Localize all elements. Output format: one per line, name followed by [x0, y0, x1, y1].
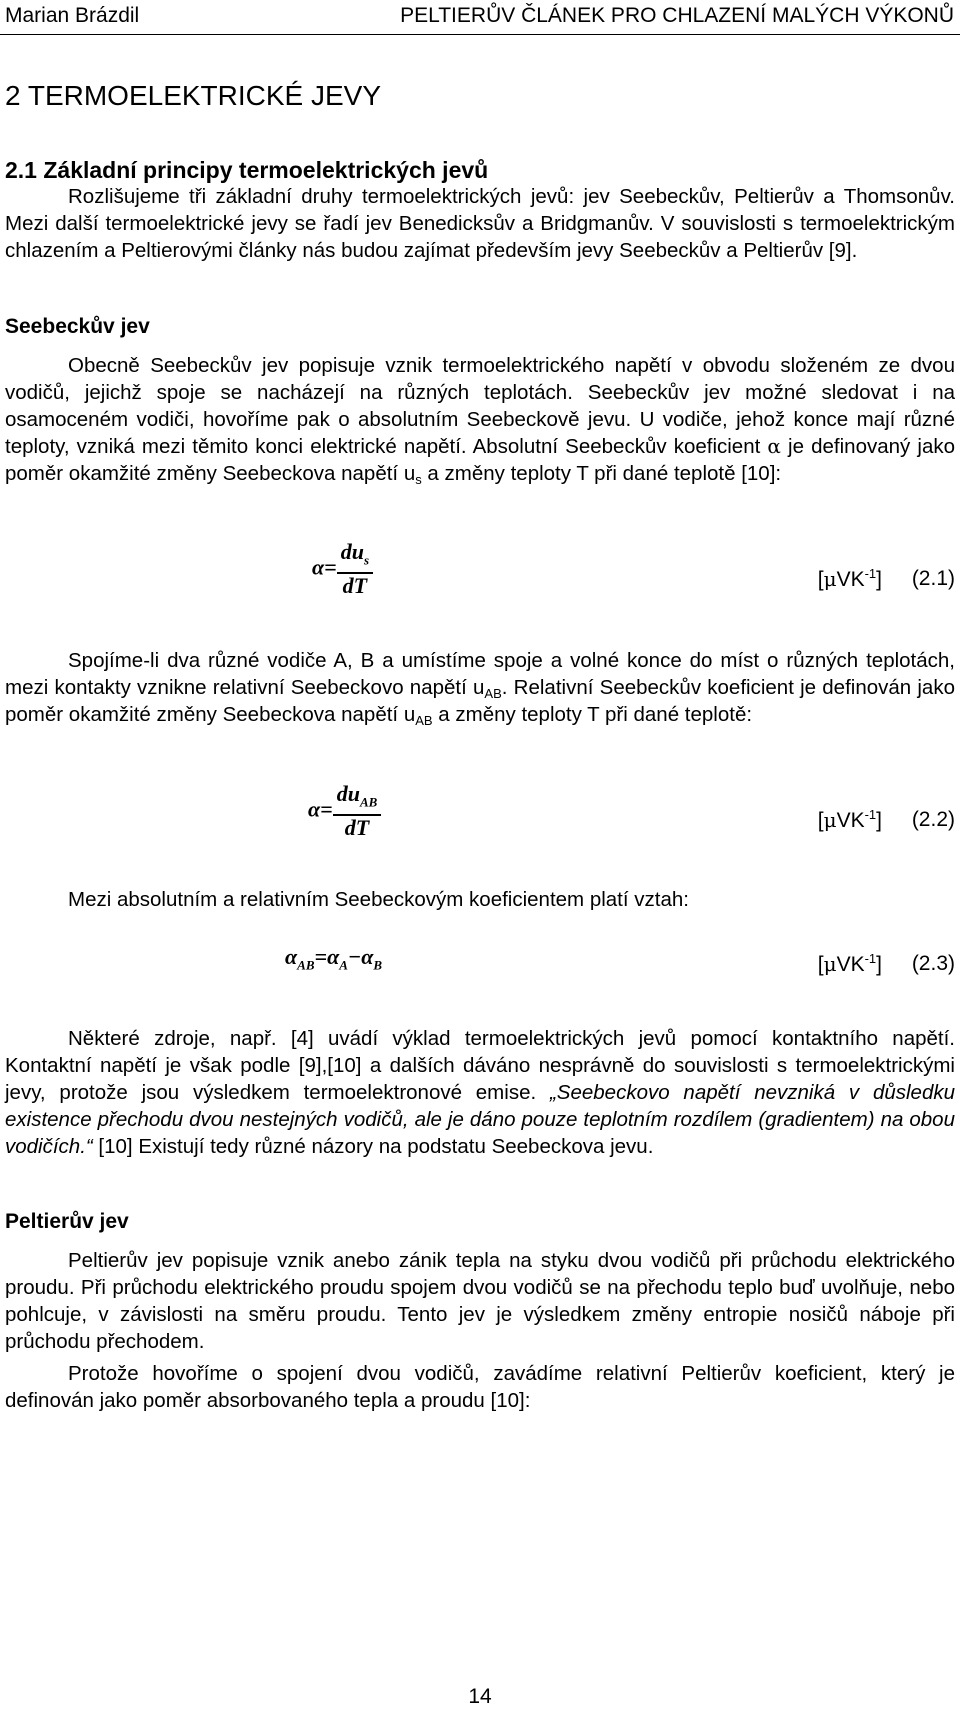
seebeck-p1-text-a: Obecně Seebeckův jev popisuje vznik termoelektrického napětí v obvodu složeném ze dvou vodičů, jejichž spoje se nacházejí na různých teplotách. Seebeckův jev možné sledovat i na osamoceném vodiči, hovoříme pak o absolutním Seebeckově jevu. U vodiče, jehož konce mají různé teploty, vzniká mezi těmito konci elektrické napětí. Absolutní Seebeckův koeficient [5, 354, 955, 458]
header-title: PELTIERŮV ČLÁNEK PRO CHLAZENÍ MALÝCH VÝKONŮ [400, 4, 954, 27]
seebeck-heading: Seebeckův jev [5, 315, 150, 338]
intro-text: Rozlišujeme tři základní druhy termoelektrických jevů: jev Seebeckův, Peltierův a Thomsonův. Mezi další termoelektrické jevy se řadí jev Benedicksův a Bridgmanův. V souvislosti s termoelektrickým chlazením a Peltierovými články nás budou zajímat především jevy Seebeckův a Peltierův [9]. [5, 185, 955, 262]
seebeck-paragraph-2 [5, 647, 955, 728]
formula-2-1 [312, 540, 373, 598]
section-title: 2.1 Základní principy termoelektrických jevů [5, 157, 489, 183]
fraction [337, 540, 373, 598]
intro-paragraph [5, 183, 955, 264]
numerator-subscript: AB [359, 794, 378, 810]
equation-2-2 [0, 782, 960, 842]
equation-number-2-2: (2.2) [911, 808, 955, 831]
numerator-subscript: s [363, 552, 370, 568]
seebeck-p1-text-b: je definovaný jako poměr okamžité změny Seebeckova napětí u [5, 435, 955, 485]
equation-2-1 [0, 540, 960, 600]
peltier-text-2: Protože hovoříme o spojení dvou vodičů, zavádíme relativní Peltierův koeficient, který je definován jako poměr absorbovaného tepla a proudu [10]: [5, 1362, 955, 1412]
equation-number-2-3: (2.3) [911, 952, 955, 975]
denominator: dT [342, 573, 368, 599]
seebeck-paragraph-1 [5, 352, 955, 487]
contact-text-b: [10] Existují tedy různé názory na podstatu Seebeckova jevu. [92, 1135, 654, 1158]
formula-2-3: $\alpha_{AB}=\alpha_A-\alpha_B$ [285, 944, 383, 973]
contact-voltage-paragraph [5, 1025, 955, 1160]
numerator: du [340, 539, 364, 564]
seebeck-p2-text-a: Spojíme-li dva různé vodiče A, B a umístíme spoje a volné konce do míst o různých teplotách, mezi kontakty vznikne relativní Seebeckovo napětí u [5, 649, 955, 699]
seebeck-p2-text-c: a změny teploty T při dané teplotě: [432, 703, 753, 726]
page-number: 14 [468, 1685, 492, 1708]
seebeck-p2-text-b: . Relativní Seebeckův koeficient je definován jako poměr okamžité změny Seebeckova napětí u [5, 676, 955, 726]
alpha-symbol: α [767, 434, 781, 458]
fraction [333, 782, 382, 840]
mu-symbol: μ [823, 952, 837, 976]
subscript-ab-2: AB [415, 713, 433, 728]
equation-2-3 [0, 942, 960, 982]
peltier-paragraph-2 [5, 1360, 955, 1414]
header-author: Marian Brázdil [5, 4, 140, 27]
formula-2-2: α= $\frac{du_{AB}}{dT}$ [308, 782, 381, 840]
contact-text-a: Některé zdroje, např. [4] uvádí výklad termoelektrických jevů pomocí kontaktního napětí. Kontaktní napětí je však podle [9],[10] a dalších dáváno nesprávně do souvislosti s termoelektrickými jevy, protože jsou výsledkem termoelektronové emise. [5, 1027, 955, 1104]
mu-symbol: μ [823, 567, 837, 591]
subscript-ab-1: AB [484, 686, 502, 701]
relation-paragraph [5, 886, 955, 913]
numerator: du [336, 781, 360, 806]
unit-2-2: [μVK$^{-1}$] [817, 807, 882, 832]
quotation: „Seebeckovo napětí nevzniká v důsledku existence přechodu dvou nestejných vodičů, ale je dáno pouze teplotním rozdílem (gradientem) na obou vodičích.“ [5, 1081, 956, 1158]
relation-text: Mezi absolutním a relativním Seebeckovým koeficientem platí vztah: [68, 888, 689, 911]
subscript-s: s [415, 472, 422, 487]
formula-lhs: α= [312, 554, 337, 580]
chapter-title: 2 TERMOELEKTRICKÉ JEVY [5, 80, 382, 111]
unit-2-1: [μVK$^{-1}$] [817, 566, 882, 591]
peltier-paragraph-1 [5, 1247, 955, 1355]
running-header [0, 0, 960, 35]
denominator: dT [344, 815, 370, 841]
mu-symbol: μ [823, 808, 837, 832]
seebeck-p1-text-c: a změny teploty T při dané teplotě [10]: [421, 462, 782, 485]
peltier-heading: Peltierův jev [5, 1210, 129, 1233]
equation-number-2-1: (2.1) [911, 567, 955, 590]
unit-2-3: [μVK$^{-1}$] [817, 951, 882, 976]
peltier-text-1: Peltierův jev popisuje vznik anebo zánik tepla na styku dvou vodičů při průchodu elektrického proudu. Při průchodu elektrického proudu spojem dvou vodičů se na přechodu teplo buď uvolňuje, nebo pohlcuje, v závislosti na směru proudu. Tento jev je výsledkem změny entropie nosičů náboje při průchodu přechodem. [5, 1249, 955, 1353]
